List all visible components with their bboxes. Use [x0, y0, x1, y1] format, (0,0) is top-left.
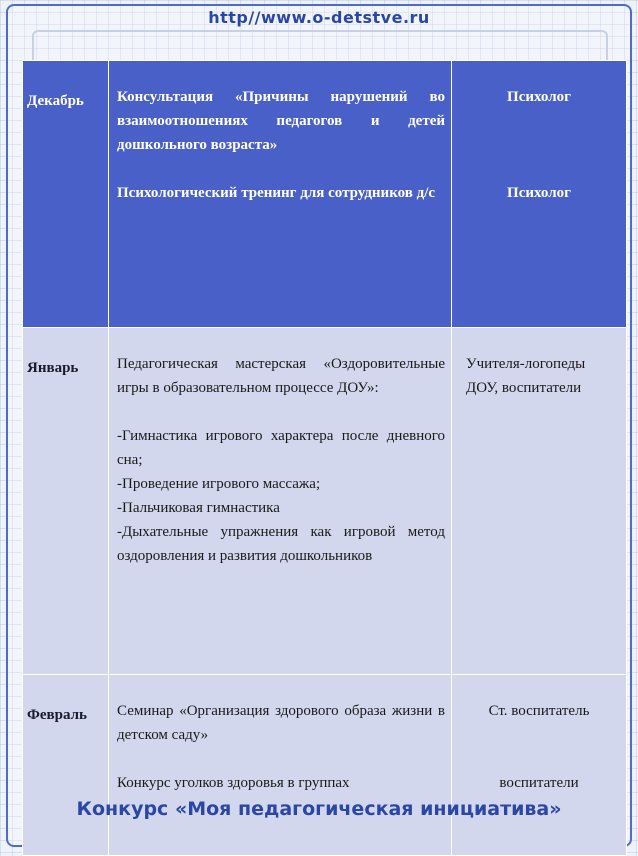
month-cell: Декабрь — [23, 61, 109, 328]
responsible-cell — [452, 328, 627, 675]
event-item: -Гимнастика игрового характера после дневного сна; — [117, 428, 445, 468]
events-table — [22, 60, 627, 856]
events-cell — [109, 675, 452, 856]
event-item: Конкурс уголков здоровья в группах — [117, 775, 350, 791]
event-item: -Дыхательные упражнения как игровой метод оздоровления и развития дошкольников — [117, 524, 445, 564]
responsible-item: Учителя-логопеды ДОУ, воспитатели — [466, 356, 586, 396]
month-cell: Февраль — [23, 675, 109, 856]
events-cell — [109, 328, 452, 675]
event-item: -Проведение игрового массажа; — [117, 476, 321, 492]
event-item: Семинар «Организация здорового образа жизни в детском саду» — [117, 703, 445, 743]
responsible-item: Психолог — [507, 89, 571, 105]
event-item: Педагогическая мастерская «Оздоровительные игры в образовательном процессе ДОУ»: — [117, 356, 445, 396]
month-cell: Январь — [23, 328, 109, 675]
table-row — [23, 328, 627, 675]
contest-title: Конкурс «Моя педагогическая инициатива» — [76, 798, 562, 820]
site-url: http//www.o-detstve.ru — [208, 8, 430, 27]
table-row — [23, 61, 627, 328]
event-item: -Пальчиковая гимнастика — [117, 500, 280, 516]
responsible-item: Психолог — [507, 185, 571, 201]
event-item: Психологический тренинг для сотрудников д/с — [117, 185, 436, 201]
events-cell — [109, 61, 452, 328]
responsible-item: Ст. воспитатель — [488, 703, 590, 719]
event-item: Консультация «Причины нарушений во взаимоотношениях педагогов и детей дошкольного возраста» — [117, 89, 445, 153]
table-row — [23, 675, 627, 856]
responsible-cell — [452, 675, 627, 856]
responsible-item: воспитатели — [499, 775, 579, 791]
responsible-cell — [452, 61, 627, 328]
